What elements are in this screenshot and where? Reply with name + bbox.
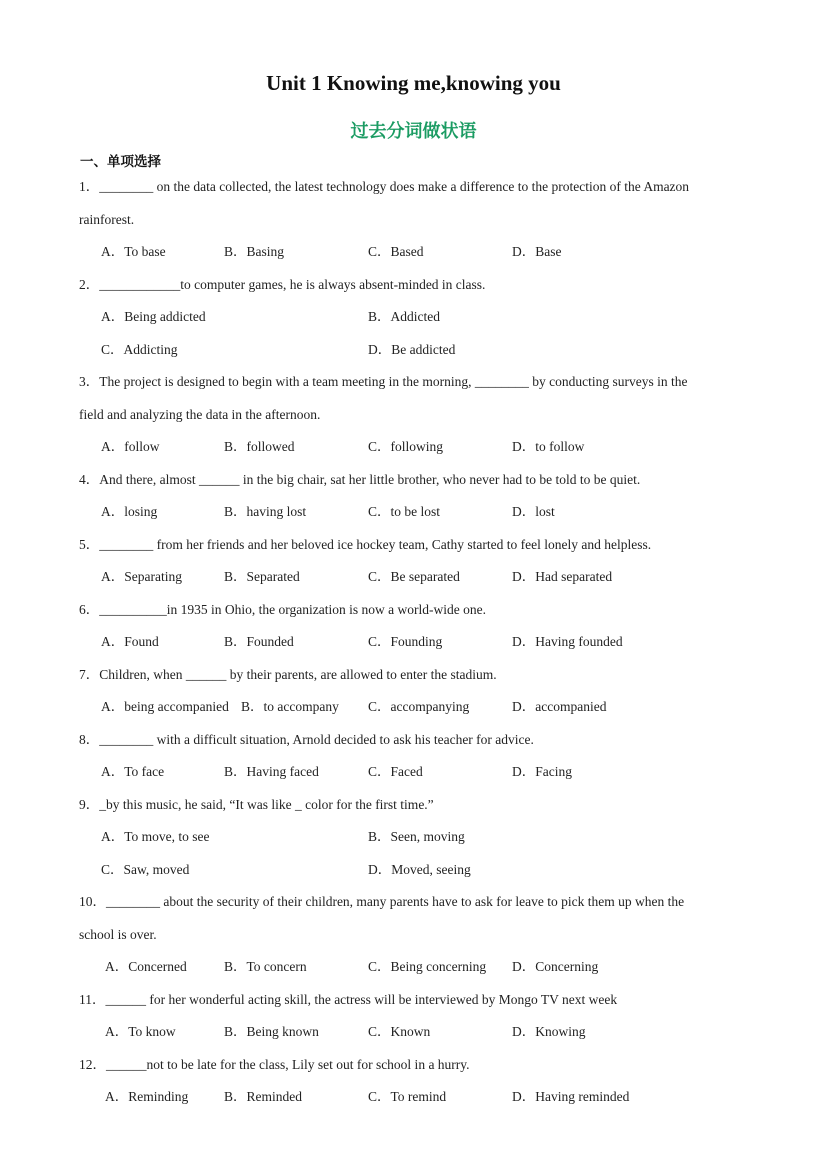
option-a[interactable]: A．being accompanied	[101, 699, 229, 714]
question-text: 12．______not to be late for the class, Lily set out for school in a hurry.	[79, 1057, 470, 1072]
option-c[interactable]: C．to be lost	[368, 504, 441, 519]
question-text: 4．And there, almost ______ in the big chair, sat her little brother, who never had to be told to be quiet.	[79, 472, 641, 487]
question-text: 1．________ on the data collected, the latest technology does make a difference to the protection of the Amazon	[79, 179, 690, 194]
option-d[interactable]: D．lost	[512, 504, 555, 519]
option-c[interactable]: C．To remind	[368, 1089, 447, 1104]
option-c[interactable]: C．Faced	[368, 764, 423, 779]
option-c[interactable]: C．Founding	[368, 634, 443, 649]
option-b[interactable]: B．having lost	[224, 504, 307, 519]
option-b[interactable]: B．followed	[224, 439, 295, 454]
option-b[interactable]: B．To concern	[224, 959, 307, 974]
option-d[interactable]: D．Concerning	[512, 959, 599, 974]
question-text: 9．_by this music, he said, “It was like _ color for the first time.”	[79, 797, 434, 812]
option-b[interactable]: B．Founded	[224, 634, 294, 649]
option-a[interactable]: A．follow	[101, 439, 160, 454]
option-d[interactable]: D．Base	[512, 244, 562, 259]
question-text: 11．______ for her wonderful acting skill, the actress will be interviewed by Mongo TV next week	[79, 992, 618, 1007]
question-text: 8．________ with a difficult situation, Arnold decided to ask his teacher for advice.	[79, 732, 534, 747]
option-b[interactable]: B．Reminded	[224, 1089, 302, 1104]
option-b[interactable]: B．Seen, moving	[368, 829, 465, 844]
option-c[interactable]: C．Known	[368, 1024, 431, 1039]
option-d[interactable]: D．Be addicted	[368, 342, 456, 357]
option-c[interactable]: C．Saw, moved	[101, 862, 190, 877]
section-heading: 一、单项选择	[80, 154, 161, 170]
option-d[interactable]: D．Moved, seeing	[368, 862, 471, 877]
question-text: 3．The project is designed to begin with a team meeting in the morning, ________ by conducting surveys in the	[79, 374, 688, 389]
option-b[interactable]: B．Basing	[224, 244, 285, 259]
option-c[interactable]: C．following	[368, 439, 444, 454]
option-c[interactable]: C．accompanying	[368, 699, 470, 714]
option-a[interactable]: A．To move, to see	[101, 829, 210, 844]
question-text: rainforest.	[79, 212, 135, 227]
question-text: 2．____________to computer games, he is always absent-minded in class.	[79, 277, 486, 292]
option-d[interactable]: D．Having reminded	[512, 1089, 630, 1104]
page-subtitle: 过去分词做状语	[350, 121, 477, 142]
option-a[interactable]: A．To face	[101, 764, 165, 779]
option-c[interactable]: C．Addicting	[101, 342, 178, 357]
option-d[interactable]: D．Had separated	[512, 569, 613, 584]
question-text: 10．________ about the security of their children, many parents have to ask for leave to pick them up when the	[79, 894, 685, 909]
option-b[interactable]: B．Being known	[224, 1024, 319, 1039]
option-a[interactable]: A．Concerned	[105, 959, 187, 974]
option-d[interactable]: D．to follow	[512, 439, 585, 454]
option-b[interactable]: B．Separated	[224, 569, 300, 584]
option-d[interactable]: D．accompanied	[512, 699, 607, 714]
option-a[interactable]: A．Being addicted	[101, 309, 206, 324]
question-text: 5．________ from her friends and her beloved ice hockey team, Cathy started to feel lonely and helpless.	[79, 537, 652, 552]
page-title: Unit 1 Knowing me,knowing you	[266, 71, 561, 95]
question-text: 7．Children, when ______ by their parents, are allowed to enter the stadium.	[79, 667, 497, 682]
option-a[interactable]: A．losing	[101, 504, 158, 519]
option-b[interactable]: B．Addicted	[368, 309, 440, 324]
question-text: field and analyzing the data in the afternoon.	[79, 407, 321, 422]
option-d[interactable]: D．Knowing	[512, 1024, 586, 1039]
option-c[interactable]: C．Be separated	[368, 569, 460, 584]
option-d[interactable]: D．Facing	[512, 764, 572, 779]
option-a[interactable]: A．To know	[105, 1024, 176, 1039]
option-a[interactable]: A．Reminding	[105, 1089, 189, 1104]
option-d[interactable]: D．Having founded	[512, 634, 623, 649]
option-a[interactable]: A．Found	[101, 634, 159, 649]
option-a[interactable]: A．To base	[101, 244, 166, 259]
option-a[interactable]: A．Separating	[101, 569, 182, 584]
option-b[interactable]: B．to accompany	[241, 699, 339, 714]
option-b[interactable]: B．Having faced	[224, 764, 319, 779]
question-text: 6．__________in 1935 in Ohio, the organization is now a world-wide one.	[79, 602, 486, 617]
question-text: school is over.	[79, 927, 157, 942]
option-c[interactable]: C．Being concerning	[368, 959, 487, 974]
option-c[interactable]: C．Based	[368, 244, 424, 259]
